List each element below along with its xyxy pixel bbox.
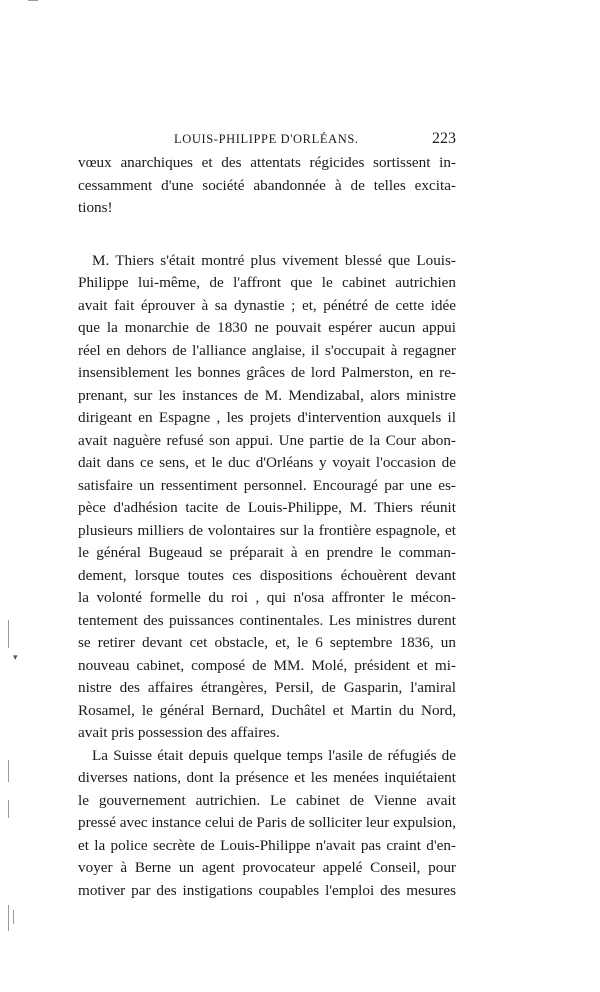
scan-mark xyxy=(8,760,9,782)
text-line: le gouvernement autrichien. Le cabinet de Vienne avait xyxy=(78,791,456,809)
text-line: M. Thiers s'était montré plus vivement blessé que Louis- xyxy=(92,251,456,269)
paragraph xyxy=(78,745,456,903)
text-line: Rosamel, le général Bernard, Duchâtel et Martin du Nord, xyxy=(78,701,456,719)
scan-mark xyxy=(8,905,9,931)
text-line: prenant, sur les instances de M. Mendizabal, alors ministre xyxy=(78,386,456,404)
text-line: pressé avec instance celui de Paris de solliciter leur expulsion, xyxy=(78,814,456,831)
text-line: nistre des affaires étrangères, Persil, de Gasparin, l'amiral xyxy=(78,679,456,696)
text-line: avait naguère refusé son appui. Une partie de la Cour abon- xyxy=(78,431,456,449)
text-line: nouveau cabinet, composé de MM. Molé, président et mi- xyxy=(78,656,456,674)
text-line: vœux anarchiques et des attentats régicides sortissent in- xyxy=(78,154,456,171)
text-line: avait pris possession des affaires. xyxy=(78,724,280,741)
text-line: pèce d'adhésion tacite de Louis-Philippe, M. Thiers réunit xyxy=(78,499,456,516)
text-line: dement, lorsque toutes ces dispositions échouèrent devant xyxy=(78,566,456,584)
text-line: se retirer devant cet obstacle, et, le 6 septembre 1836, un xyxy=(78,634,456,651)
scan-mark xyxy=(8,620,9,648)
text-line: réel en dehors de l'alliance anglaise, il s'occupait à regagner xyxy=(78,341,456,359)
scan-mark xyxy=(8,800,9,818)
body-text xyxy=(78,152,456,902)
text-line: tions! xyxy=(78,199,113,216)
page-number: 223 xyxy=(432,130,456,147)
text-line: le général Bugeaud se préparait à en prendre le comman- xyxy=(78,544,456,561)
text-line: La Suisse était depuis quelque temps l'asile de réfugiés de xyxy=(92,746,456,764)
text-line: que la monarchie de 1830 ne pouvait espérer aucun appui xyxy=(78,319,456,336)
text-line: et la police secrète de Louis-Philippe n'avait pas craint d'en- xyxy=(78,836,456,854)
text-line: Philippe lui-même, de l'affront que le cabinet autrichien xyxy=(78,274,456,291)
paragraph xyxy=(78,152,456,220)
text-line: satisfaire un ressentiment personnel. Encouragé par une es- xyxy=(78,476,456,494)
text-line: avait fait éprouver à sa dynastie ; et, pénétré de cette idée xyxy=(78,296,456,314)
text-line: insensiblement les bonnes grâces de lord Palmerston, en re- xyxy=(78,364,456,381)
page-header xyxy=(78,132,456,152)
running-title: LOUIS-PHILIPPE D'ORLÉANS. xyxy=(174,132,359,146)
text-line: diverses nations, dont la présence et les menées inquiétaient xyxy=(78,769,456,786)
text-line: cessamment d'une société abandonnée à de telles excita- xyxy=(78,176,456,194)
text-line: tentement des puissances continentales. Les ministres durent xyxy=(78,611,456,629)
text-line: dait dans ce sens, et le duc d'Orléans y voyait l'occasion de xyxy=(78,454,456,471)
scan-mark: ▾ xyxy=(13,652,18,662)
paragraph-spacer xyxy=(78,220,456,250)
text-line: motiver par des instigations coupables l'emploi des mesures xyxy=(78,881,456,899)
scan-mark xyxy=(28,0,38,1)
text-line: dirigeant en Espagne , les projets d'intervention auxquels il xyxy=(78,409,456,426)
text-line: voyer à Berne un agent provocateur appelé Conseil, pour xyxy=(78,859,456,876)
scan-mark xyxy=(13,910,14,924)
paragraph xyxy=(78,250,456,745)
text-line: plusieurs milliers de volontaires sur la frontière espagnole, et xyxy=(78,521,456,539)
text-line: la volonté formelle du roi , qui n'osa affronter le mécon- xyxy=(78,589,456,606)
